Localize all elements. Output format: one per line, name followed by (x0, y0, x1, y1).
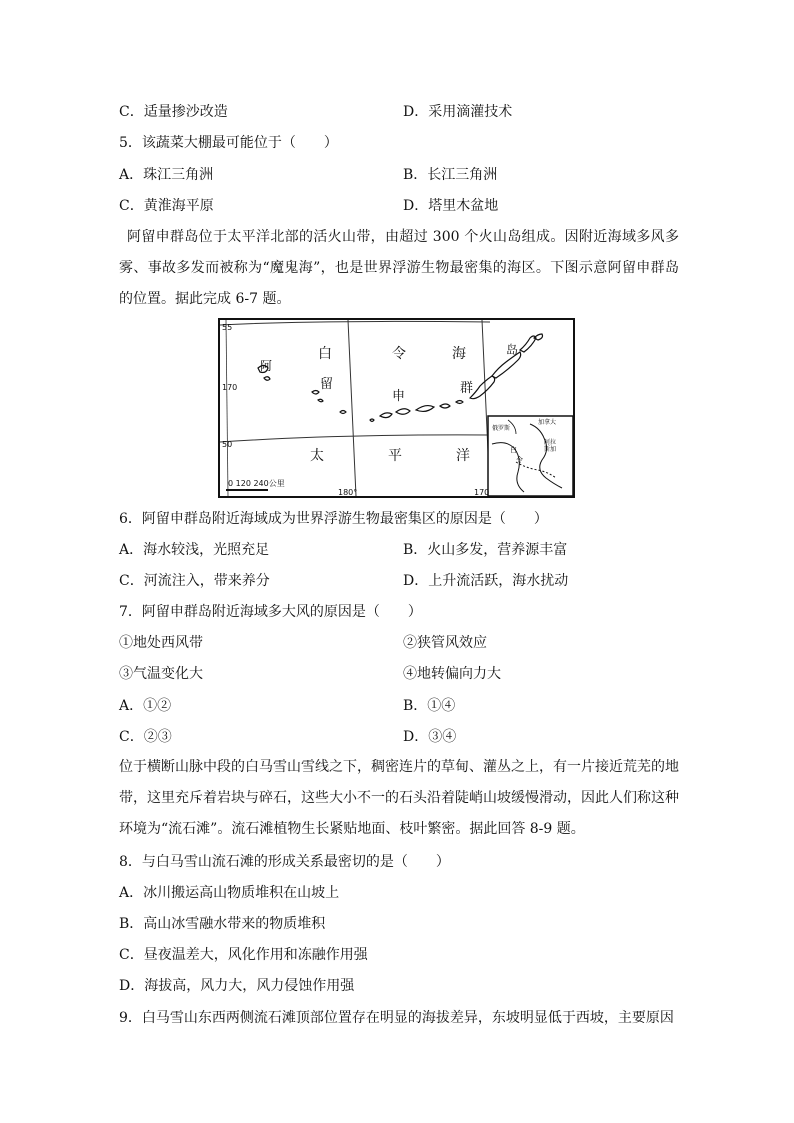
map-label-hai: 海 (452, 346, 466, 362)
q7-option-b: B．①④ (403, 698, 456, 714)
map-label-a: 阿 (260, 359, 273, 373)
q8-option-b: B．高山冰雪融水带来的物质堆积 (119, 916, 326, 932)
lat-55-label: 55 (222, 323, 233, 332)
map-label-yang: 洋 (456, 448, 470, 464)
q6-option-a: A．海水较浅，光照充足 (119, 542, 270, 558)
q7-statement-2: ②狭管风效应 (403, 635, 487, 651)
inset-alaska-label-2: 斯加 (544, 446, 557, 453)
q7-option-c: C．②③ (119, 729, 172, 745)
map-label-dao: 岛 (506, 343, 519, 357)
q7-option-d: D．③④ (403, 729, 457, 745)
map-label-qun: 群 (460, 381, 474, 396)
q7-option-a: A．①② (119, 698, 172, 714)
q4-option-d: D．采用滴灌技术 (403, 104, 513, 120)
passage-liushitan: 位于横断山脉中段的白马雪山雪线之下，稠密连片的草甸、灌丛之上，有一片接近荒芜的地带，这里充斥着岩块与碎石，这些大小不一的石头沿着陡峭山坡缓慢滑动，因此人们称这种环境为“流石滩”。流石滩植物生长紧贴地面、枝叶繁密。据此回答 8-9 题。 (119, 759, 679, 837)
inset-alaska-label-1: 阿拉 (544, 439, 557, 446)
map-label-ping: 平 (388, 448, 402, 464)
q8-option-a: A．冰川搬运高山物质堆积在山坡上 (119, 885, 340, 901)
q6-option-b: B．火山多发，营养源丰富 (403, 542, 568, 558)
q8-option-c: C．昼夜温差大，风化作用和冻融作用强 (119, 947, 368, 963)
lat-50-label: 50 (222, 440, 233, 449)
map-label-shen: 申 (392, 389, 406, 404)
passage-aleutian: 阿留申群岛位于太平洋北部的活火山带，由超过 300 个火山岛组成。因附近海域多风多雾、事故多发而被称为“魔鬼海”，也是世界浮游生物最密集的海区。下图示意阿留申群岛的位置。据此完成 6-7 题。 (119, 229, 679, 307)
inset-bai-label: 白 (510, 446, 517, 454)
q9-stem: 9．白马雪山东西两侧流石滩顶部位置存在明显的海拔差异，东坡明显低于西坡，主要原因 (119, 1010, 674, 1026)
inset-ling-label: 令 (516, 456, 523, 464)
map-label-tai: 太 (310, 448, 324, 464)
q5-stem: 5．该蔬菜大棚最可能位于（ ） (119, 135, 338, 151)
aleutian-map-figure (218, 318, 575, 498)
q7-statement-3: ③气温变化大 (119, 666, 203, 682)
inset-canada-label: 加拿大 (538, 419, 557, 426)
q8-stem: 8．与白马雪山流石滩的形成关系最密切的是（ ） (119, 854, 450, 870)
aleutian-map (220, 320, 573, 496)
q7-stem: 7．阿留申群岛附近海域多大风的原因是（ ） (119, 604, 422, 620)
q4-option-c: C．适量掺沙改造 (119, 104, 228, 120)
lon-170-left-label: 170 (222, 383, 238, 392)
scale-label: 0 120 240公里 (228, 479, 285, 488)
lon-170-right-label: 170 (474, 488, 490, 496)
q7-statement-1: ①地处西风带 (119, 635, 203, 651)
map-label-ling: 令 (392, 346, 406, 362)
q5-option-a: A．珠江三角洲 (119, 167, 214, 183)
q6-option-c: C．河流注入，带来养分 (119, 573, 270, 589)
q5-option-b: B．长江三角洲 (403, 167, 498, 183)
q8-option-d: D．海拔高，风力大，风力侵蚀作用强 (119, 978, 355, 994)
lon-180-label: 180° (338, 488, 358, 496)
q6-option-d: D．上升流活跃，海水扰动 (403, 573, 569, 589)
map-label-liu: 留 (320, 377, 334, 392)
q6-stem: 6．阿留申群岛附近海域成为世界浮游生物最密集区的原因是（ ） (119, 511, 548, 527)
q7-statement-4: ④地转偏向力大 (403, 666, 501, 682)
q5-option-d: D．塔里木盆地 (403, 198, 499, 214)
inset-russia-label: 俄罗斯 (492, 425, 511, 432)
q5-option-c: C．黄淮海平原 (119, 198, 214, 214)
map-label-bai: 白 (318, 346, 332, 362)
